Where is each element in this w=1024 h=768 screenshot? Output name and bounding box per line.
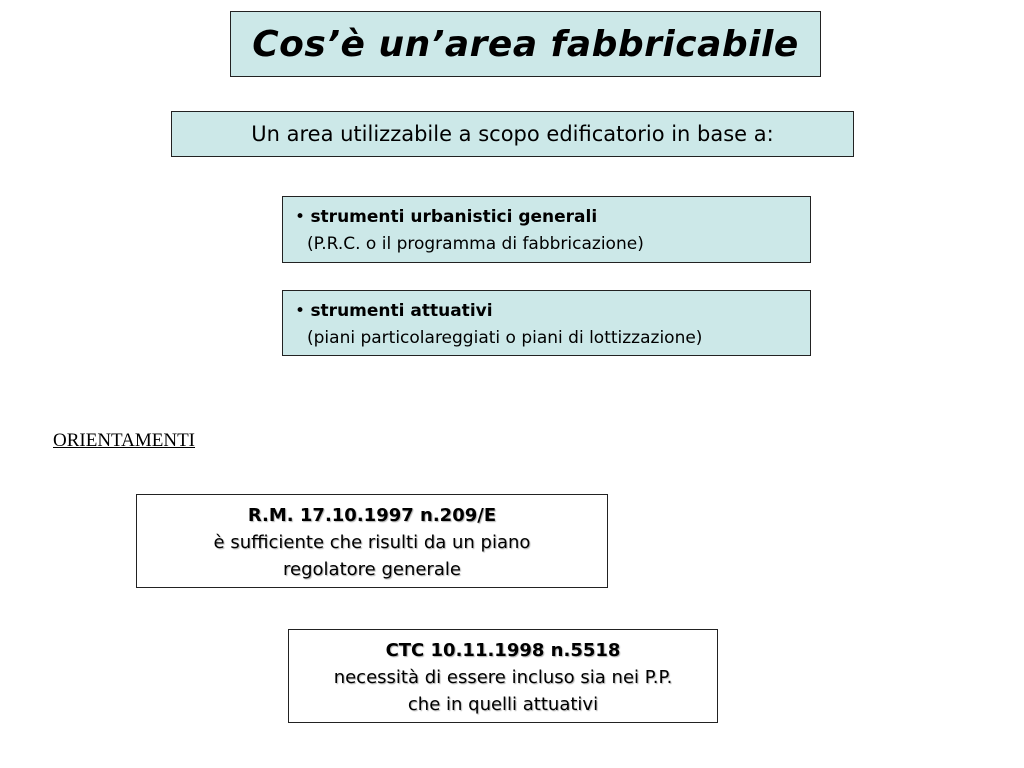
intro-text: Un area utilizzabile a scopo edificatorio in base a:	[251, 122, 774, 146]
bullet-dot-icon: •	[295, 301, 306, 321]
reference-box-ctc	[288, 629, 718, 723]
bullet-line	[295, 298, 810, 325]
bullet-box-attuativi	[282, 290, 811, 356]
reference-heading: CTC 10.11.1998 n.5518	[385, 640, 621, 661]
section-label: ORIENTAMENTI	[53, 430, 196, 451]
bullet-dot-icon: •	[295, 207, 306, 227]
bullet-subtitle: (P.R.C. o il programma di fabbricazione)	[307, 234, 644, 254]
slide-title: Cos’è un’area fabbricabile	[252, 23, 799, 65]
reference-box-rm	[136, 494, 608, 588]
bullet-line	[295, 204, 810, 231]
bullet-title: strumenti urbanistici generali	[310, 207, 598, 227]
bullet-box-general	[282, 196, 811, 263]
reference-line: regolatore generale	[283, 559, 461, 580]
bullet-title: strumenti attuativi	[310, 301, 493, 321]
reference-line: necessità di essere incluso sia nei P.P.	[333, 667, 673, 688]
intro-box	[171, 111, 854, 157]
title-box	[230, 11, 821, 77]
reference-heading: R.M. 17.10.1997 n.209/E	[247, 505, 497, 526]
reference-line: è sufficiente che risulti da un piano	[213, 532, 531, 553]
bullet-subtitle: (piani particolareggiati o piani di lottizzazione)	[307, 328, 703, 348]
reference-line: che in quelli attuativi	[407, 694, 599, 715]
